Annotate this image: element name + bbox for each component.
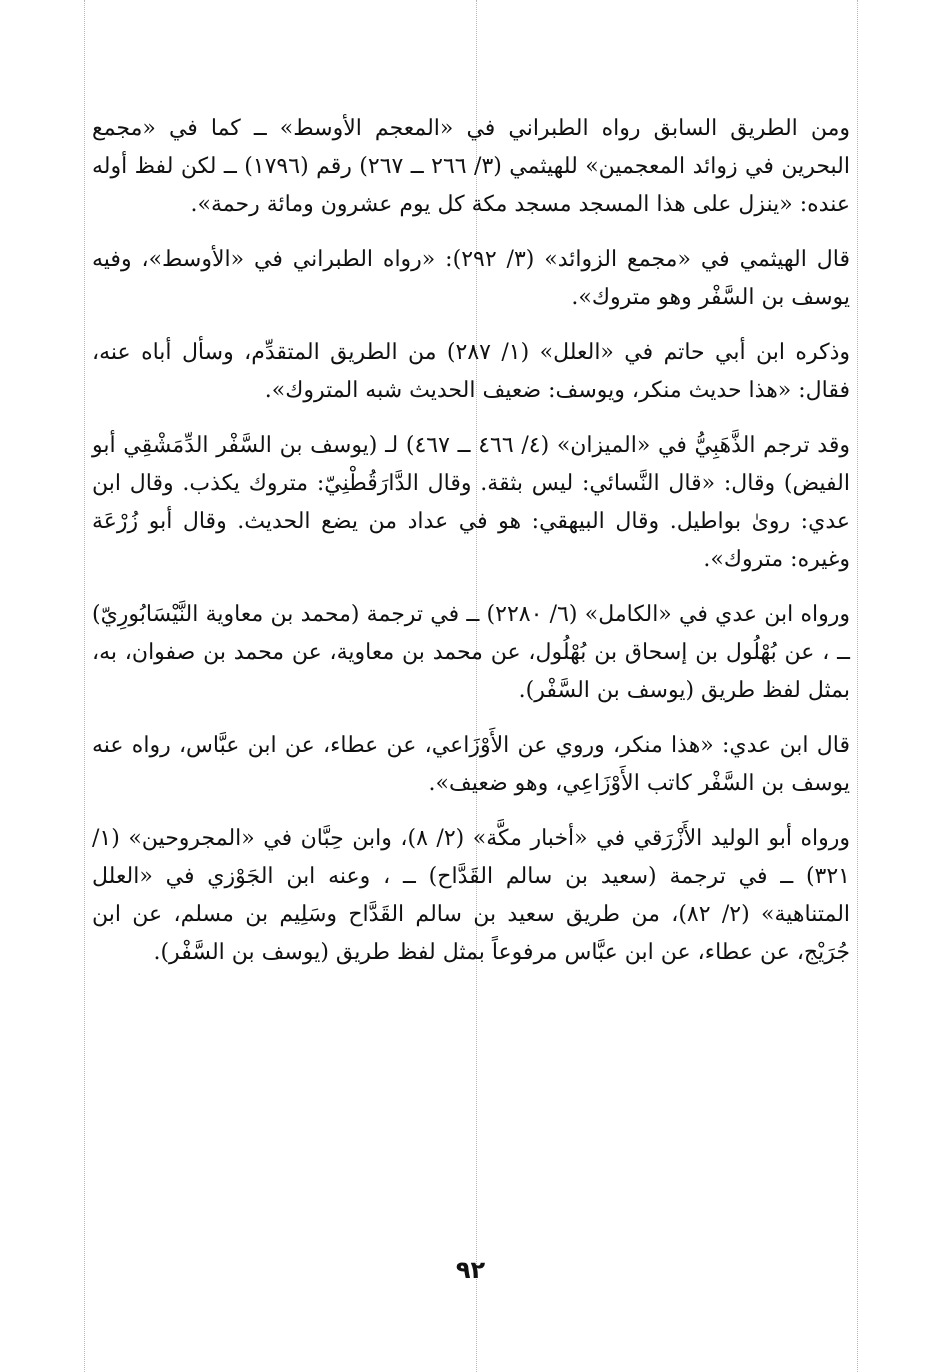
paragraph-tabarani-awsat: ومن الطريق السابق رواه الطبراني في «المعجم الأوسط» ــ كما في «مجمع البحرين في زوائد المعجمين» للهيثمي (٣/ ٢٦٦ ــ ٢٦٧) رقم (١٧٩٦) ــ لكن لفظ أوله عنده: «ينزل على هذا المسجد مسجد مكة كل يوم عشرون ومائة رحمة».: [92, 116, 850, 217]
page-body: [92, 110, 850, 989]
paragraph-haythami: قال الهيثمي في «مجمع الزوائد» (٣/ ٢٩٢): «رواه الطبراني في «الأوسط»، وفيه يوسف بن السَّفْر وهو متروك».: [92, 247, 850, 310]
paragraph-ibn-abi-hatim: وذكره ابن أبي حاتم في «العلل» (١/ ٢٨٧) من الطريق المتقدِّم، وسأل أباه عنه، فقال: «هذا حديث منكر، ويوسف: ضعيف الحديث شبه المتروك».: [92, 340, 850, 403]
scan-guide-left: [84, 0, 85, 1372]
paragraph-azraqi: ورواه أبو الوليد الأَزْرَقي في «أخبار مكَّة» (٢/ ٨)، وابن حِبَّان في «المجروحين» (١/ ٣٢١) ــ في ترجمة (سعيد بن سالم القَدَّاح) ــ ، وعنه ابن الجَوْزي في «العلل المتناهية» (٢/ ٨٢)، من طريق سعيد بن سالم القَدَّاح وسَلِيم بن مسلم، عن ابن جُرَيْج، عن عطاء، عن ابن عبَّاس مرفوعاً بمثل لفظ طريق (يوسف بن السَّفْر).: [92, 826, 851, 965]
paragraph-ibn-adi-kamil: ورواه ابن عدي في «الكامل» (٦/ ٢٢٨٠) ــ في ترجمة (محمد بن معاوية النَّيْسَابُورِيّ) ــ ، عن بُهْلُول بن إسحاق بن بُهْلُول، عن محمد بن معاوية، عن محمد بن صفوان، به، بمثل لفظ طريق (يوسف بن السَّفْر).: [92, 602, 851, 703]
paragraph-ibn-adi-quote: قال ابن عدي: «هذا منكر، وروي عن الأَوْزَاعي، عن عطاء، عن ابن عبَّاس، رواه عنه يوسف بن السَّفْر كاتب الأَوْزَاعِي، وهو ضعيف».: [92, 733, 850, 796]
scan-guide-right: [857, 0, 858, 1372]
paragraph-dhahabi-mizan: وقد ترجم الذَّهَبِيُّ في «الميزان» (٤/ ٤٦٦ ــ ٤٦٧) لـ (يوسف بن السَّفْر الدِّمَشْقِي أبو الفيض) وقال: «قال النَّسائي: ليس بثقة. وقال الدَّارَقُطْنِيّ: متروك يكذب. وقال ابن عدي: روىٰ بواطيل. وقال البيهقي: هو في عداد من يضع الحديث. وقال أبو زُرْعَة وغيره: متروك».: [92, 433, 851, 572]
page-number: ٩٢: [455, 1256, 486, 1284]
